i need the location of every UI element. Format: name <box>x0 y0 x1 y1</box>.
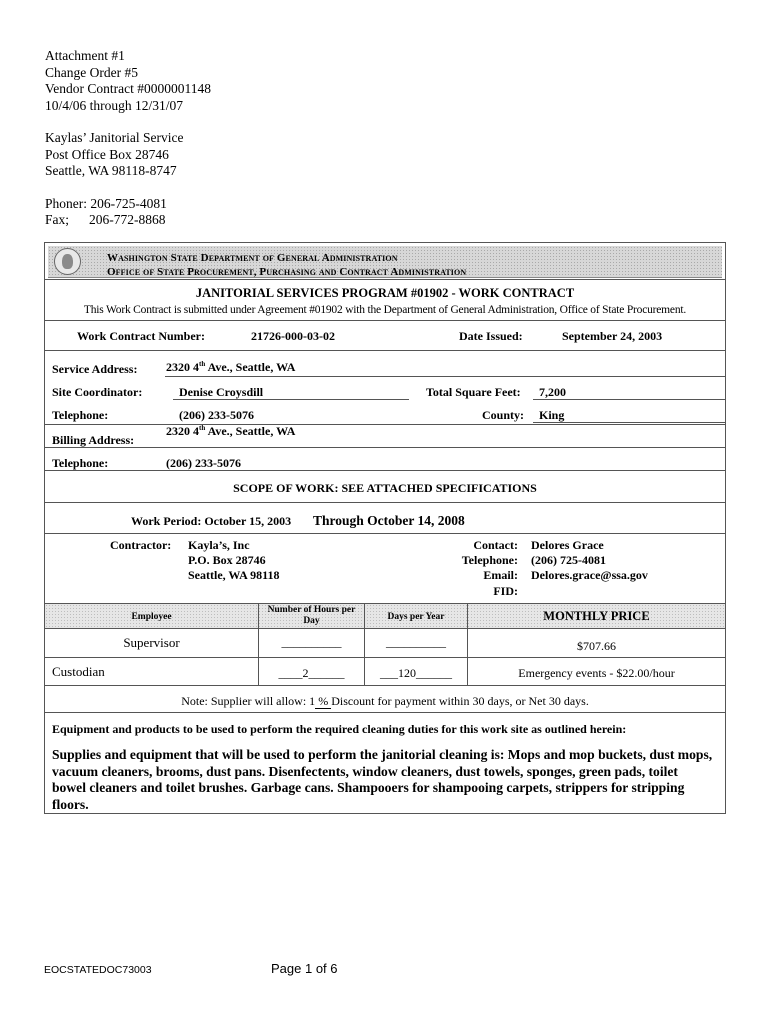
date-issued-label: Date Issued: <box>459 329 523 343</box>
document-id: EOCSTATEDOC73003 <box>44 964 152 976</box>
county: King <box>539 408 565 422</box>
vendor-city: Seattle, WA 98118-8747 <box>45 163 177 178</box>
contractor-name: Kayla’s, Inc <box>188 538 250 552</box>
vendor-contract-line: Vendor Contract #0000001148 <box>45 81 211 96</box>
col-monthly-price: MONTHLY PRICE <box>543 609 650 623</box>
col-days: Days per Year <box>387 612 445 622</box>
work-period-through: Through October 14, 2008 <box>313 513 465 528</box>
date-issued: September 24, 2003 <box>562 329 663 343</box>
billing-telephone: (206) 233-5076 <box>166 456 241 470</box>
phone-line: Phoner: 206-725-4081 <box>45 195 167 211</box>
contact-telephone-label: Telephone: <box>461 553 518 567</box>
fid-label: FID: <box>493 584 518 598</box>
email-label: Email: <box>483 568 518 582</box>
row-supervisor-hours: __________ <box>281 635 342 649</box>
fax-line: Fax; 206-772-8868 <box>45 212 166 227</box>
col-hours: Number of Hours per Day <box>267 605 356 626</box>
total-square-feet-label: Total Square Feet: <box>426 385 521 399</box>
telephone-label: Telephone: <box>52 408 109 422</box>
total-square-feet: 7,200 <box>539 385 566 399</box>
contract-subtitle: This Work Contract is submitted under Agreement #01902 with the Department of General Administration, Office of State Procurement. <box>83 304 687 316</box>
work-contract-form <box>44 242 726 814</box>
supplies-text: Supplies and equipment that will be used to perform the janitorial cleaning is: Mops and mop buckets, dust mops, vacuum cleaners, brooms, dust pans. Disenfectents, window cleaners, dust towels, sponges, green pads, toilet bowel cleaners and toilet brushes. Garbage cans. Shampooers for shampooing carpets, strippers for stripping floors. <box>52 747 713 812</box>
scope-of-work: SCOPE OF WORK: SEE ATTACHED SPECIFICATIONS <box>233 481 537 495</box>
page-number: Page 1 of 6 <box>271 961 338 976</box>
equipment-heading: Equipment and products to be used to perform the required cleaning duties for this work site as outlined herein: <box>52 722 627 736</box>
row-custodian-days: ___120______ <box>380 666 452 680</box>
billing-address: 2320 4th Ave., Seattle, WA <box>166 424 296 438</box>
contractor-address1: P.O. Box 28746 <box>188 553 266 567</box>
contract-number: 21726-000-03-02 <box>251 329 335 343</box>
contractor-address2: Seattle, WA 98118 <box>188 568 280 582</box>
contact-telephone: (206) 725-4081 <box>531 553 606 567</box>
payment-note: Note: Supplier will allow: 1 % Discount for payment within 30 days, or Net 30 days. <box>181 694 589 708</box>
date-range-line: 10/4/06 through 12/31/07 <box>45 97 183 113</box>
contract-number-label: Work Contract Number: <box>77 329 205 343</box>
county-label: County: <box>482 408 525 422</box>
billing-address-label: Billing Address: <box>52 433 135 447</box>
row-supervisor-price: $707.66 <box>577 639 616 653</box>
contact-email: Delores.grace@ssa.gov <box>531 568 648 582</box>
work-period: Work Period: October 15, 2003 <box>131 514 292 528</box>
billing-telephone-label: Telephone: <box>52 456 109 470</box>
contractor-label: Contractor: <box>110 538 172 552</box>
site-coordinator-label: Site Coordinator: <box>52 385 143 399</box>
contact-label: Contact: <box>473 538 518 552</box>
contract-title: JANITORIAL SERVICES PROGRAM #01902 - WORK CONTRACT <box>195 286 575 300</box>
letter-header <box>45 48 211 229</box>
attachment-line: Attachment #1 <box>45 48 125 63</box>
agency-name: Washington State Department of General Administration Office of State Procurement, Purchasing and Contract Administration <box>107 252 467 278</box>
site-coordinator: Denise Croysdill <box>179 385 264 399</box>
row-custodian-hours: ____2______ <box>278 666 345 680</box>
vendor-name: Kaylas’ Janitorial Service <box>45 130 184 145</box>
col-employee: Employee <box>131 612 172 622</box>
agency-banner <box>48 246 722 278</box>
row-supervisor-employee: Supervisor <box>123 635 180 650</box>
site-telephone: (206) 233-5076 <box>179 408 254 422</box>
vendor-po-box: Post Office Box 28746 <box>45 146 169 162</box>
row-supervisor-days: __________ <box>386 635 446 649</box>
service-address: 2320 4th Ave., Seattle, WA <box>166 360 296 374</box>
contact-name: Delores Grace <box>531 538 604 552</box>
service-address-label: Service Address: <box>52 362 138 376</box>
state-seal-icon <box>54 248 81 275</box>
change-order-line: Change Order #5 <box>45 64 138 80</box>
row-custodian-employee: Custodian <box>52 664 105 679</box>
row-custodian-price: Emergency events - $22.00/hour <box>518 666 675 680</box>
